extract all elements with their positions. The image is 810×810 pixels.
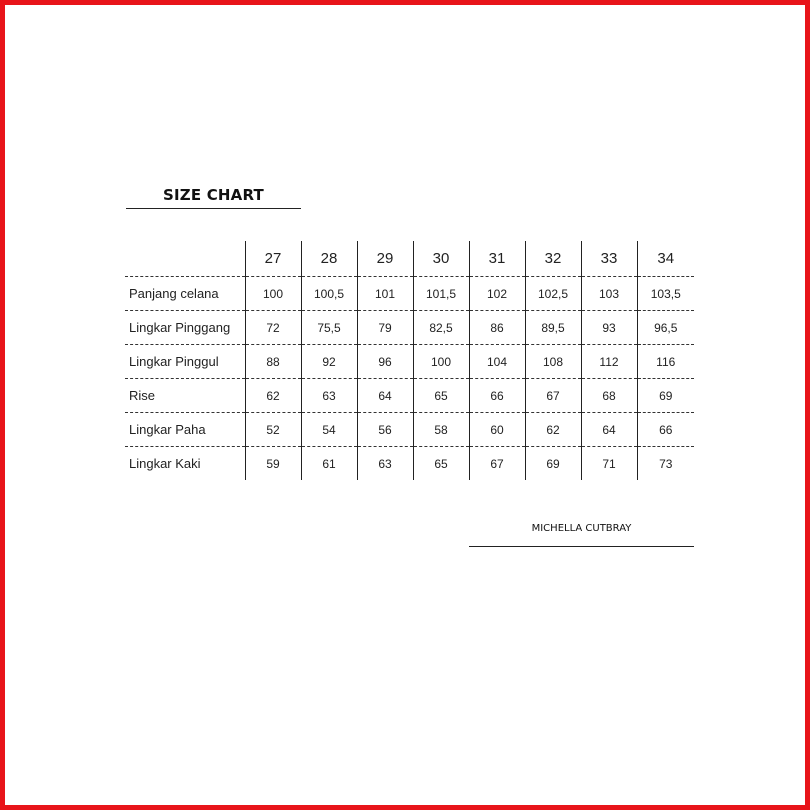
- size-header: 30: [413, 241, 469, 277]
- table-cell: 68: [581, 379, 637, 413]
- table-cell: 69: [637, 379, 694, 413]
- table-cell: 100: [245, 277, 301, 311]
- table-cell: 67: [525, 379, 581, 413]
- table-cell: 101,5: [413, 277, 469, 311]
- table-row: [125, 413, 694, 447]
- size-header: 34: [637, 241, 694, 277]
- size-table: [125, 241, 694, 480]
- table-cell: 79: [357, 311, 413, 345]
- table-cell: 96: [357, 345, 413, 379]
- table-row: [125, 311, 694, 345]
- table-cell: 67: [469, 447, 525, 481]
- table-cell: 56: [357, 413, 413, 447]
- table-cell: 108: [525, 345, 581, 379]
- table-cell: 60: [469, 413, 525, 447]
- table-cell: 92: [301, 345, 357, 379]
- table-cell: 88: [245, 345, 301, 379]
- table-cell: 72: [245, 311, 301, 345]
- table-cell: 54: [301, 413, 357, 447]
- table-cell: 89,5: [525, 311, 581, 345]
- brand-label: MICHELLA CUTBRAY: [531, 523, 632, 534]
- size-header: 32: [525, 241, 581, 277]
- row-label: Panjang celana: [125, 277, 245, 311]
- table-row: [125, 447, 694, 481]
- row-label: Lingkar Kaki: [129, 456, 201, 471]
- table-cell: 66: [469, 379, 525, 413]
- row-label: Rise: [125, 379, 245, 413]
- table-cell: 65: [413, 379, 469, 413]
- table-cell: 100: [413, 345, 469, 379]
- table-cell: 61: [301, 447, 357, 481]
- table-cell: 96,5: [637, 311, 694, 345]
- table-cell: 100,5: [301, 277, 357, 311]
- table-cell: 73: [637, 447, 694, 481]
- table-cell: 62: [525, 413, 581, 447]
- size-header: 31: [469, 241, 525, 277]
- table-cell: 86: [469, 311, 525, 345]
- table-cell: 101: [357, 277, 413, 311]
- table-cell: 58: [413, 413, 469, 447]
- table-cell: 62: [245, 379, 301, 413]
- table-cell: 102: [469, 277, 525, 311]
- table-cell: 63: [301, 379, 357, 413]
- table-cell: 104: [469, 345, 525, 379]
- table-cell: 82,5: [413, 311, 469, 345]
- table-cell: 102,5: [525, 277, 581, 311]
- table-cell: 64: [357, 379, 413, 413]
- row-label: Lingkar Pinggul: [125, 345, 245, 379]
- table-cell: 64: [581, 413, 637, 447]
- table-row: [125, 277, 694, 311]
- row-label: Lingkar Paha: [125, 413, 245, 447]
- chart-title: SIZE CHART: [162, 186, 264, 204]
- table-row: [125, 345, 694, 379]
- table-cell: 103: [581, 277, 637, 311]
- title-underline: [126, 208, 301, 209]
- table-cell: 63: [357, 447, 413, 481]
- size-header: 28: [301, 241, 357, 277]
- row-label: Lingkar Pinggang: [125, 311, 245, 345]
- table-cell: 66: [637, 413, 694, 447]
- table-cell: 52: [245, 413, 301, 447]
- table-cell: 103,5: [637, 277, 694, 311]
- corner-cell: [125, 241, 245, 277]
- table-cell: 75,5: [301, 311, 357, 345]
- size-header: 33: [581, 241, 637, 277]
- table-row: [125, 379, 694, 413]
- header-row: [125, 241, 694, 277]
- table-cell: 116: [637, 345, 694, 379]
- table-cell: 93: [581, 311, 637, 345]
- size-header: 29: [357, 241, 413, 277]
- table-cell: 71: [581, 447, 637, 481]
- table-cell: 69: [525, 447, 581, 481]
- table-cell: 112: [581, 345, 637, 379]
- table-cell: 59: [245, 447, 301, 481]
- brand-underline: [469, 546, 694, 547]
- table-cell: 65: [413, 447, 469, 481]
- size-header: 27: [245, 241, 301, 277]
